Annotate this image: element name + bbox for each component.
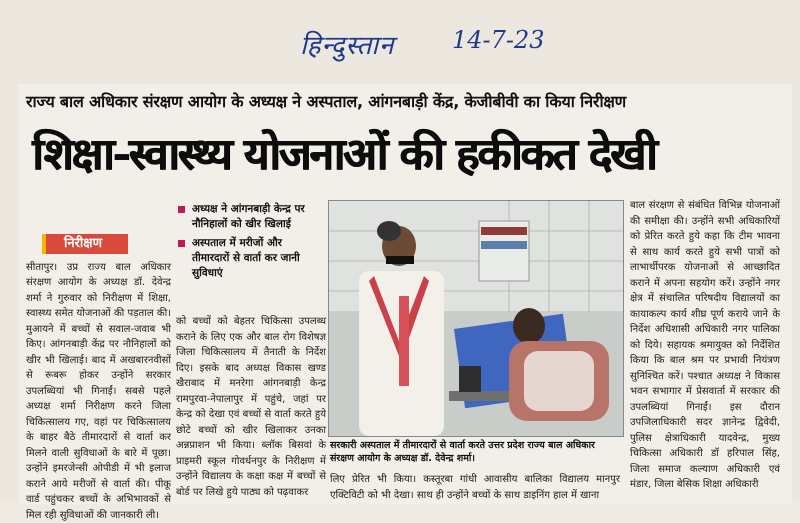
bullet-square-icon bbox=[178, 206, 185, 213]
hospital-photo-illustration bbox=[329, 201, 623, 436]
highlight-item bbox=[178, 202, 318, 232]
highlight-item bbox=[178, 236, 318, 281]
article-column-1 bbox=[26, 234, 171, 504]
news-photo bbox=[328, 200, 624, 437]
headline: शिक्षा-स्वास्थ्य योजनाओं की हकीकत देखी bbox=[32, 122, 772, 182]
highlights-box bbox=[178, 202, 318, 314]
article-column-3 bbox=[330, 472, 620, 504]
highlight-text: अध्यक्ष ने आंगनबाड़ी केन्द्र पर नौनिहालों को खीर खिलाई bbox=[192, 203, 305, 230]
highlight-text: अस्पताल में मरीजों और तीमारदारों से वार्ता कर जानी सुविधाएं bbox=[192, 237, 300, 279]
photo-caption: सरकारी अस्पताल में तीमारदारों से वार्ता करते उत्तर प्रदेश राज्य बाल अधिकार संरक्षण आयोग के अध्यक्ष डॉ. देवेन्द्र शर्मा। bbox=[330, 439, 620, 465]
column-3-text: लिए प्रेरित भी किया। कस्तूरबा गांधी आवासीय बालिका विद्यालय मानपुर एक्टिविटी को भी देखा। साथ ही उन्होंने बच्चों के साथ डाइनिंग हाल में खाना bbox=[330, 472, 620, 503]
section-tag: निरीक्षण bbox=[42, 234, 128, 254]
column-2-text: को बच्चों को बेहतर चिकित्सा उपलब्ध कराने के लिए एक और बाल रोग विशेषज्ञ जिला चिकित्सालय में तैनाती के निर्देश दिए। इसके बाद अध्यक्ष विकास खण्ड खैराबाद में मनरेगा आंगनबाड़ी केन्द्र रामपुरवा-नेपालापुर में पहुंचे, जहां पर केन्द्र को देखा एवं बच्चों से वार्ता करते हुये छोटे बच्चों को खीर खिलाकर उनका अन्नप्राशन भी किया। ब्लॉक बिसवां के प्राइमरी स्कूल गोवर्धनपुर के निरीक्षण में उन्होंने विद्यालय के कक्षा कक्ष में बच्चों से बोर्ड पर लिखे हुये पाठ्य को पढ़वाकर bbox=[176, 314, 326, 500]
kicker-line: राज्य बाल अधिकार संरक्षण आयोग के अध्यक्ष ने अस्पताल, आंगनबाड़ी केंद्र, केजीबीवी का किया निरीक्षण bbox=[26, 90, 786, 112]
handwritten-paper-name: हिन्दुस्तान bbox=[300, 26, 394, 62]
handwritten-date: 14-7-23 bbox=[452, 26, 545, 54]
article-column-4 bbox=[630, 198, 780, 504]
article-column-2 bbox=[176, 314, 326, 504]
bullet-square-icon bbox=[178, 240, 185, 247]
news-clipping bbox=[18, 84, 792, 504]
column-4-text: बाल संरक्षण से संबंधित विभिन्न योजनाओं की समीक्षा की। उन्होंने सभी अधिकारियों को प्रेरित करते हुये कहा कि टीम भावना से साथ कार्य करते हुये सभी पात्रों को लाभार्थीपरक योजनाओं से आच्छादित कराने में अपना सहयोग करें। उन्होंने नगर क्षेत्र में संचालित परिषदीय विद्यालयों का कायाकल्प कार्य शीघ्र पूर्ण कराये जाने के निर्देश अधिशासी अधिकारी नगर पालिका को दिये। सहायक श्रमायुक्त को निर्देशित किया कि बाल श्रम पर प्रभावी नियंत्रण सुनिश्चित करें। पश्चात अध्यक्ष ने विकास भवन सभागार में प्रेसवार्ता में सरकार की उपलब्धियां गिनाईं। इस दौरान उपजिलाधिकारी सदर ज्ञानेन्द्र द्विवेदी, पुलिस क्षेत्राधिकारी यादवेन्द्र, मुख्य चिकित्सा अधिकारी डॉ हरिपाल सिंह, जिला समाज कल्याण अधिकारी एवं मंडार, जिला बेसिक शिक्षा अधिकारी bbox=[630, 198, 780, 493]
column-1-text: सीतापुर। उप्र राज्य बाल अधिकार संरक्षण आयोग के अध्यक्ष डॉ. देवेन्द्र शर्मा ने गुरुवार को निरीक्षण में शिक्षा, स्वास्थ्य समेत योजनाओं की पड़ताल की। मुआयने में बच्चों से सवाल-जवाब भी किए। आंगनबाड़ी केंद्र पर नौनिहालों को खीर भी खिलाई। बाद में अखबारनवीसों से रूबरू होकर उन्होंने सरकार उपलब्धियां भी गिनाईं। सबसे पहले अध्यक्ष शर्मा निरीक्षण करने जिला चिकित्सालय गए, वहां पर चिकित्सालय के बाहर बैठे तीमारदारों से वार्ता कर मिलने वाली सुविधाओं के बारे में पूछा। उन्होंने इमरजेन्सी ओपीडी में भी इलाज कराने आये मरीजों से वार्ता की। पीकू वार्ड पहुंचकर बच्चों के अभिभावकों से मिल रही सुविधाओं की जानकारी ली। bbox=[26, 260, 171, 523]
